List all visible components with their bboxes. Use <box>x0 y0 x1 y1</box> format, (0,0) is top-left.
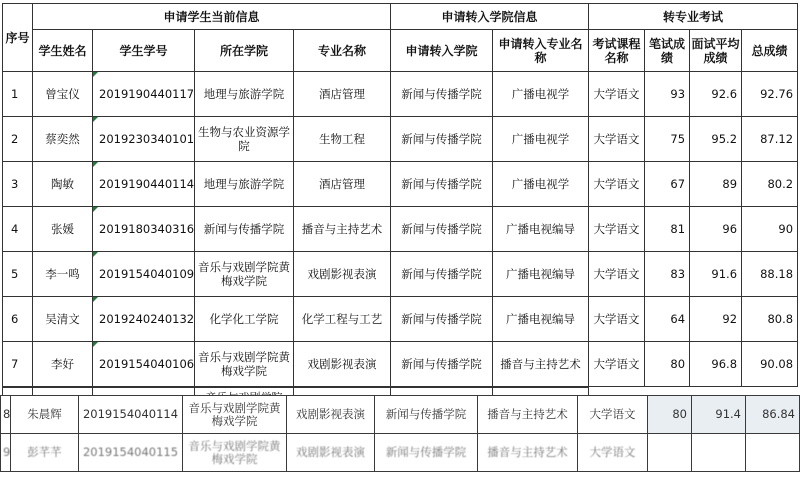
cell-course: 大学语文 <box>589 117 645 162</box>
col-college: 所在学院 <box>195 30 294 72</box>
cell-written: 83 <box>645 252 690 297</box>
overlay-cell-written <box>648 434 692 472</box>
cell-written: 67 <box>645 162 690 207</box>
overlay-cell-interview: 91.4 <box>692 396 746 434</box>
col-name: 学生姓名 <box>33 30 93 72</box>
pasted-overlay-strip <box>0 395 799 477</box>
cell-target-college: 新闻与传播学院 <box>391 162 493 207</box>
overlay-cell-target-college: 新闻与传播学院 <box>375 396 478 434</box>
cell-target-college: 新闻与传播学院 <box>391 72 493 117</box>
col-student-id: 学生学号 <box>93 30 195 72</box>
overlay-cell-serial: 8 <box>1 396 11 434</box>
overlay-cell-major: 戏剧影视表演 <box>287 434 375 472</box>
cell-written: 64 <box>645 297 690 342</box>
cell-name: 吴清文 <box>33 297 93 342</box>
cell-target-major: 广播电视编导 <box>493 252 589 297</box>
cell-interview: 95.2 <box>690 117 742 162</box>
col-target-college: 申请转入学院 <box>391 30 493 72</box>
cell-serial: 6 <box>3 297 33 342</box>
table-row <box>3 207 798 252</box>
table-row <box>3 162 798 207</box>
cell-student-id: 2019154040109 <box>93 252 195 297</box>
cell-interview: 92 <box>690 297 742 342</box>
cell-student-id: 2019230340101 <box>93 117 195 162</box>
cell-course: 大学语文 <box>589 207 645 252</box>
cell-college: 地理与旅游学院 <box>195 72 294 117</box>
header-row-columns <box>3 30 798 72</box>
cell-name: 李好 <box>33 342 93 387</box>
cell-interview: 91.6 <box>690 252 742 297</box>
cell-student-id: 2019190440114 <box>93 162 195 207</box>
table-row <box>3 297 798 342</box>
overlay-cell-course: 大学语文 <box>578 396 648 434</box>
cell-serial: 4 <box>3 207 33 252</box>
cell-serial: 3 <box>3 162 33 207</box>
cell-target-major: 广播电视学 <box>493 72 589 117</box>
cell-target-college: 新闻与传播学院 <box>391 207 493 252</box>
overlay-cell-major: 戏剧影视表演 <box>287 396 375 434</box>
cell-college: 音乐与戏剧学院黄梅戏学院 <box>195 342 294 387</box>
cell-name: 李一鸣 <box>33 252 93 297</box>
cell-major: 生物工程 <box>294 117 391 162</box>
col-major: 专业名称 <box>294 30 391 72</box>
cell-total: 88.18 <box>742 252 798 297</box>
header-exam: 转专业考试 <box>589 4 798 30</box>
cell-student-id: 2019240240132 <box>93 297 195 342</box>
cell-major: 戏剧影视表演 <box>294 252 391 297</box>
cell-major: 戏剧影视表演 <box>294 342 391 387</box>
cell-total: 92.76 <box>742 72 798 117</box>
header-serial: 序号 <box>3 4 33 72</box>
cell-course: 大学语文 <box>589 297 645 342</box>
col-interview: 面试平均成绩 <box>690 30 742 72</box>
cell-college: 新闻与传播学院 <box>195 207 294 252</box>
cell-college: 化学化工学院 <box>195 297 294 342</box>
overlay-cell-course: 大学语文 <box>578 434 648 472</box>
header-row-group <box>3 4 798 30</box>
cell-target-college: 新闻与传播学院 <box>391 297 493 342</box>
overlay-row <box>1 434 800 472</box>
cell-interview: 96 <box>690 207 742 252</box>
cell-total: 90 <box>742 207 798 252</box>
cell-name: 蔡奕然 <box>33 117 93 162</box>
cell-total: 80.2 <box>742 162 798 207</box>
cell-target-major: 广播电视学 <box>493 162 589 207</box>
cell-written: 81 <box>645 207 690 252</box>
cell-major: 化学工程与工艺 <box>294 297 391 342</box>
overlay-cell-interview <box>692 434 746 472</box>
cell-interview: 92.6 <box>690 72 742 117</box>
cell-serial: 2 <box>3 117 33 162</box>
cell-written: 80 <box>645 342 690 387</box>
overlay-cell-total: 86.84 <box>746 396 800 434</box>
cell-serial: 1 <box>3 72 33 117</box>
cell-written: 93 <box>645 72 690 117</box>
cell-target-major: 播音与主持艺术 <box>493 342 589 387</box>
cell-target-major: 广播电视学 <box>493 117 589 162</box>
col-course: 考试课程名称 <box>589 30 645 72</box>
cell-target-college: 新闻与传播学院 <box>391 252 493 297</box>
cell-college: 音乐与戏剧学院黄梅戏学院 <box>195 252 294 297</box>
table-row <box>3 252 798 297</box>
header-target-info: 申请转入学院信息 <box>391 4 589 30</box>
partial-row <box>2 387 588 395</box>
cell-course: 大学语文 <box>589 342 645 387</box>
overlay-cell-student-id: 2019154040115 <box>79 434 183 472</box>
overlay-cell-target-college: 新闻与传播学院 <box>375 434 478 472</box>
cell-written: 75 <box>645 117 690 162</box>
cell-name: 曾宝仪 <box>33 72 93 117</box>
overlay-row <box>1 396 800 434</box>
cell-serial: 5 <box>3 252 33 297</box>
overlay-cell-target-major: 播音与主持艺术 <box>478 434 578 472</box>
cell-target-college: 新闻与传播学院 <box>391 342 493 387</box>
table-body <box>3 72 798 387</box>
cell-target-major: 广播电视编导 <box>493 207 589 252</box>
overlay-cell-college: 音乐与戏剧学院黄梅戏学院 <box>183 434 287 472</box>
cell-student-id: 2019154040106 <box>93 342 195 387</box>
cell-course: 大学语文 <box>589 162 645 207</box>
cell-total: 80.8 <box>742 297 798 342</box>
header-current-info: 申请学生当前信息 <box>33 4 391 30</box>
overlay-cell-student-id: 2019154040114 <box>79 396 183 434</box>
cell-student-id: 2019190440117 <box>93 72 195 117</box>
col-written: 笔试成绩 <box>645 30 690 72</box>
overlay-cell-college: 音乐与戏剧学院黄梅戏学院 <box>183 396 287 434</box>
cell-course: 大学语文 <box>589 252 645 297</box>
cell-major: 酒店管理 <box>294 162 391 207</box>
cell-interview: 89 <box>690 162 742 207</box>
cell-target-major: 广播电视编导 <box>493 297 589 342</box>
overlay-cell-total <box>746 434 800 472</box>
cell-college: 生物与农业资源学院 <box>195 117 294 162</box>
cell-serial: 7 <box>3 342 33 387</box>
cell-course: 大学语文 <box>589 72 645 117</box>
overlay-cell-target-major: 播音与主持艺术 <box>478 396 578 434</box>
col-target-major: 申请转入专业名称 <box>493 30 589 72</box>
overlay-cell-written: 80 <box>648 396 692 434</box>
cell-major: 酒店管理 <box>294 72 391 117</box>
table-row <box>3 342 798 387</box>
table-row <box>3 117 798 162</box>
cell-name: 张媛 <box>33 207 93 252</box>
cell-name: 陶敏 <box>33 162 93 207</box>
cell-major: 播音与主持艺术 <box>294 207 391 252</box>
cell-total: 90.08 <box>742 342 798 387</box>
cell-college: 地理与旅游学院 <box>195 162 294 207</box>
col-total: 总成绩 <box>742 30 798 72</box>
table-row <box>3 72 798 117</box>
overlay-body <box>1 396 800 472</box>
overlay-cell-name: 朱晨辉 <box>11 396 79 434</box>
transfer-table <box>2 3 798 387</box>
cell-target-college: 新闻与传播学院 <box>391 117 493 162</box>
overlay-cell-name: 彭芊芊 <box>11 434 79 472</box>
cell-interview: 96.8 <box>690 342 742 387</box>
overlay-cell-serial: 9 <box>1 434 11 472</box>
cell-total: 87.12 <box>742 117 798 162</box>
cell-student-id: 2019180340316 <box>93 207 195 252</box>
